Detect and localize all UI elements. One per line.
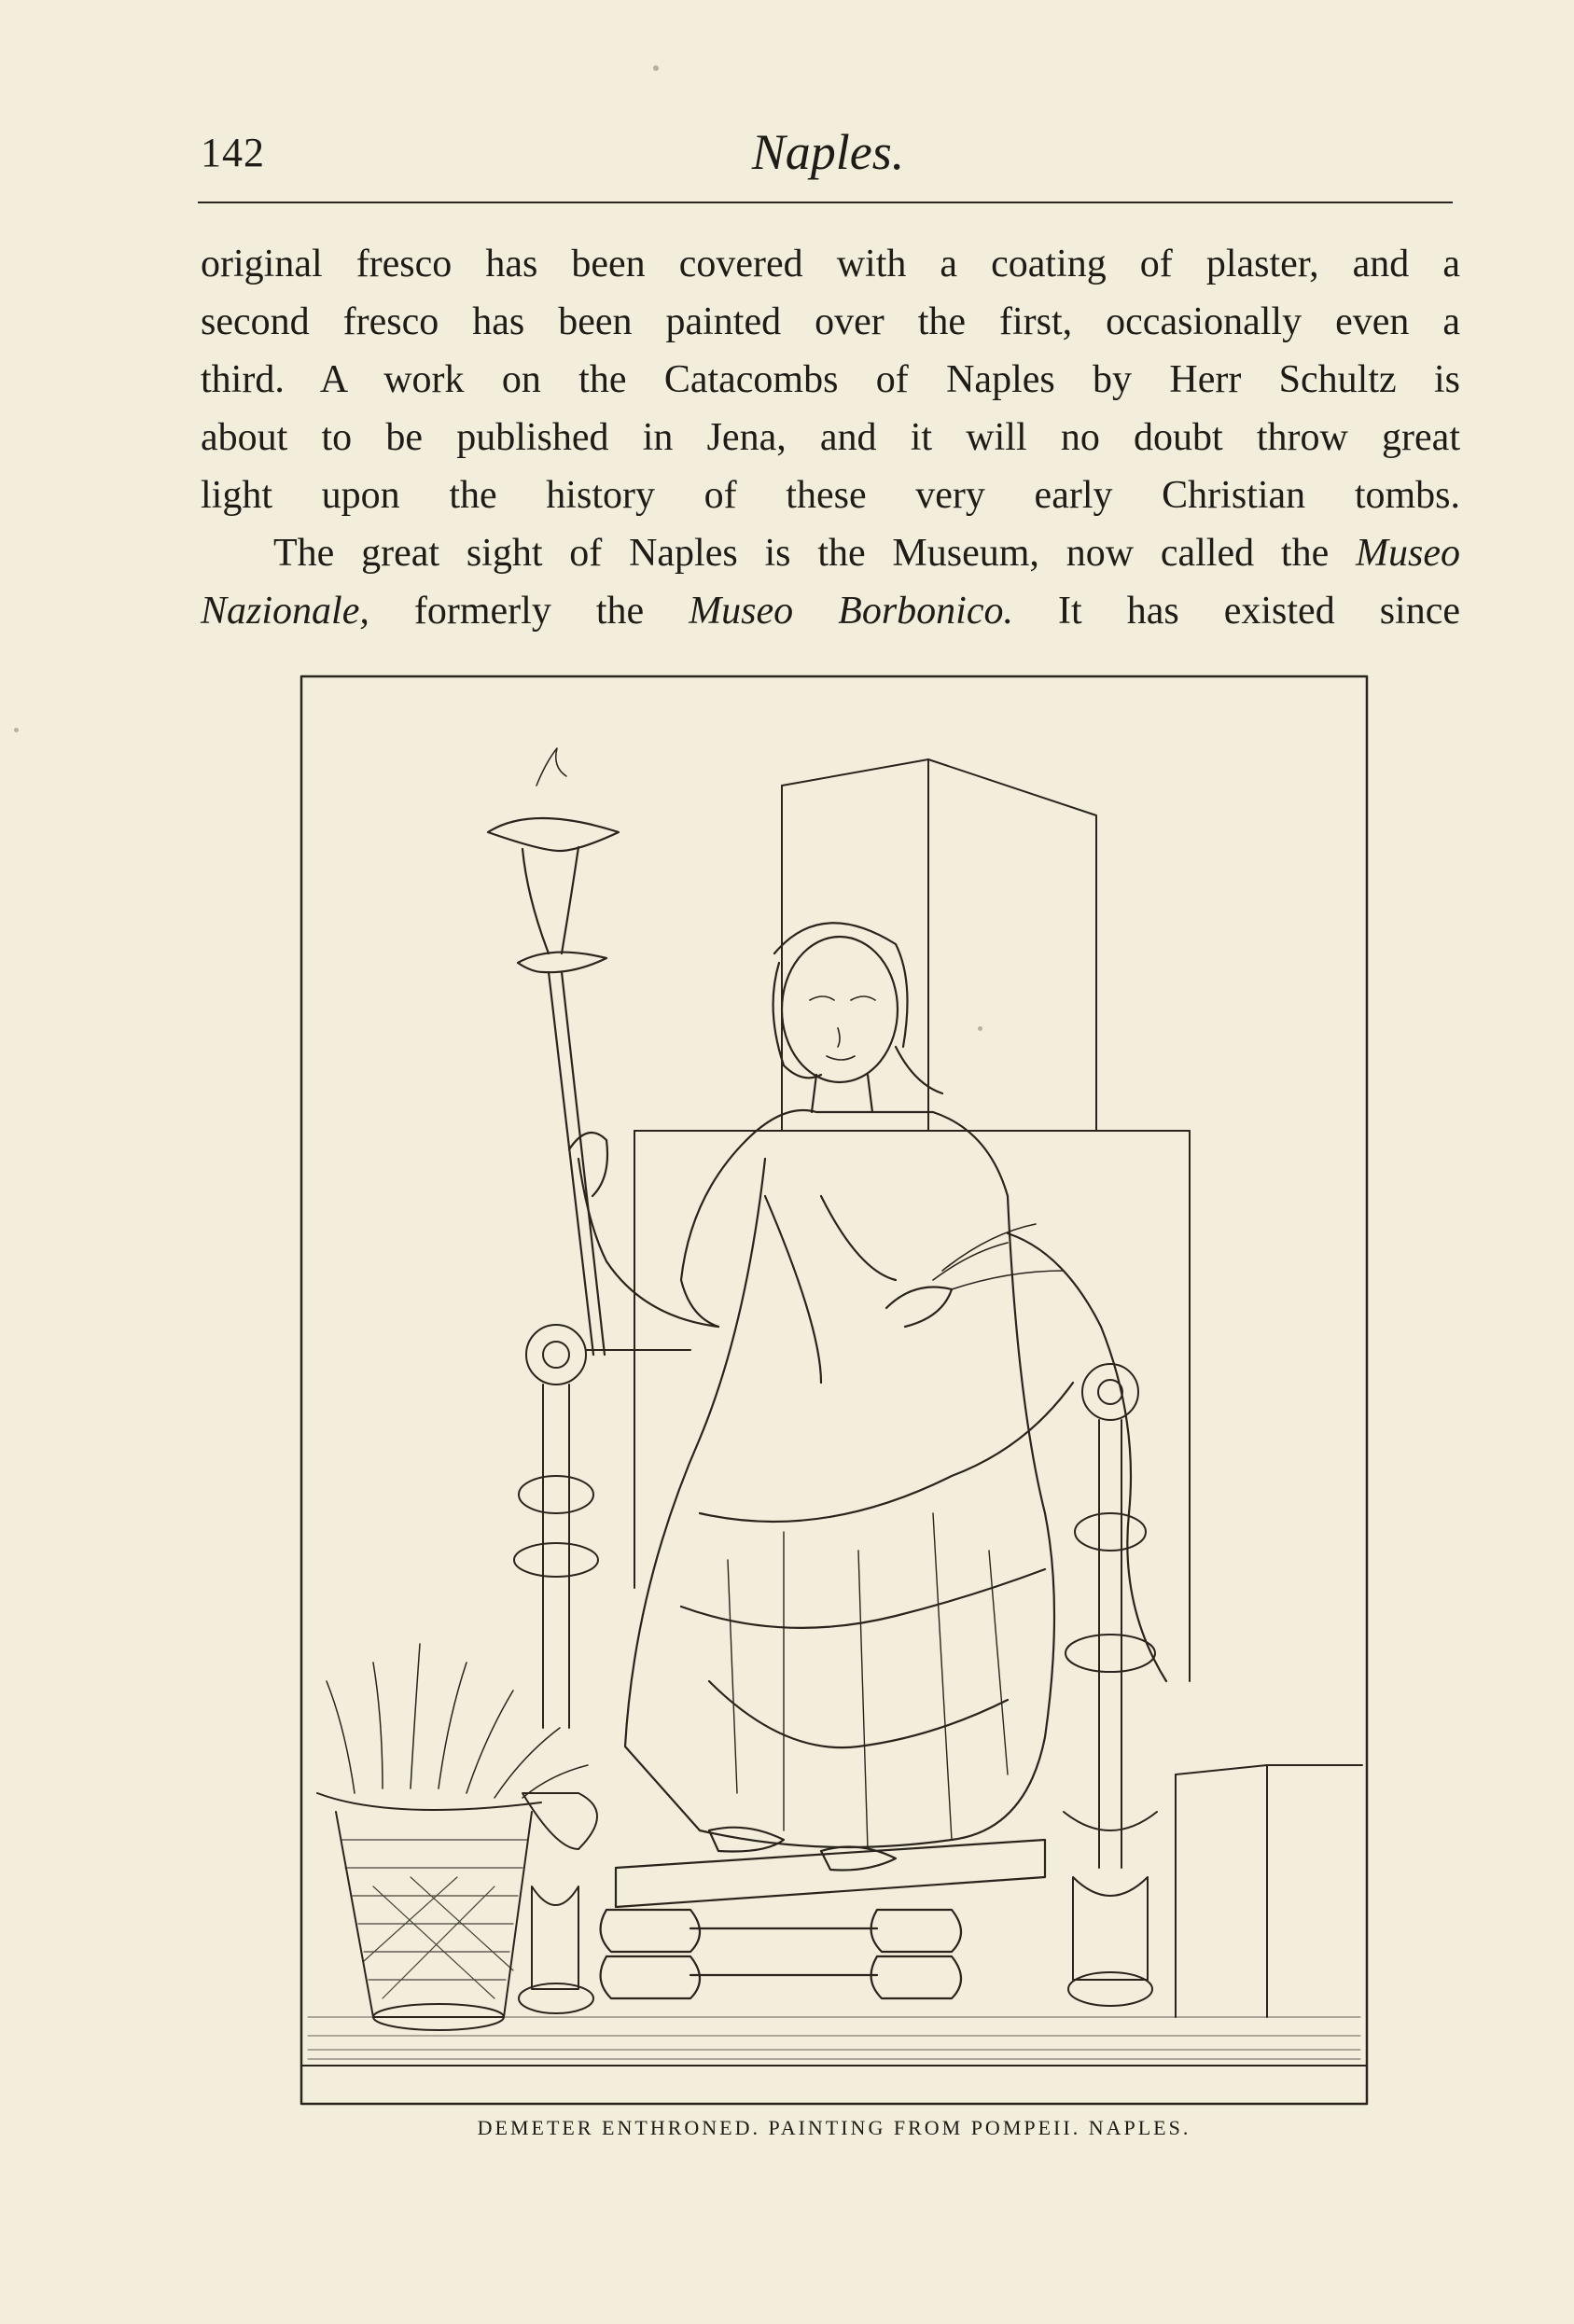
background-pillar bbox=[782, 759, 1096, 1131]
italic-text: Museo bbox=[1356, 532, 1460, 575]
demeter-engraving bbox=[299, 674, 1370, 2108]
footstool bbox=[601, 1840, 1045, 1998]
paragraph bbox=[201, 235, 1460, 524]
running-title: Naples. bbox=[751, 124, 905, 180]
text-line: second fresco has been painted over the first, occasionally even a bbox=[201, 300, 1460, 343]
italic-text: Nazionale, bbox=[201, 590, 369, 633]
figure-caption: DEMETER ENTHRONED. PAINTING FROM POMPEII. NAPLES. bbox=[477, 2116, 1191, 2139]
running-header bbox=[201, 123, 1456, 188]
text-line: about to be published in Jena, and it will no doubt throw great bbox=[201, 416, 1460, 459]
plate-frame bbox=[301, 676, 1367, 2104]
text-line: third. A work on the Catacombs of Naples by Herr Schultz is bbox=[201, 358, 1460, 401]
demeter-figure bbox=[569, 923, 1166, 1870]
throne-back bbox=[634, 1131, 1190, 1681]
wheat-stalks bbox=[327, 1644, 588, 1798]
throne-finial-right bbox=[1064, 1364, 1157, 2006]
stone-block bbox=[1176, 1765, 1362, 2017]
wheat-basket bbox=[317, 1644, 588, 2030]
floor-hatching bbox=[308, 2017, 1360, 2059]
paragraph bbox=[201, 524, 1460, 640]
text-run: The great sight of Naples is the Museum, now called the bbox=[273, 532, 1330, 575]
paper-speck bbox=[14, 728, 19, 732]
header-rule bbox=[198, 202, 1453, 203]
text-line: light upon the history of these very early Christian tombs. bbox=[201, 474, 1460, 517]
text-run: It has existed since bbox=[1058, 590, 1461, 633]
page-number: 142 bbox=[201, 130, 265, 175]
text-line: original fresco has been covered with a coating of plaster, and a bbox=[201, 243, 1460, 285]
text-line bbox=[201, 582, 1460, 640]
body-text bbox=[201, 235, 1460, 640]
italic-text: Museo Borbonico. bbox=[689, 590, 1013, 633]
engraving-plate bbox=[299, 674, 1370, 2108]
paper-speck bbox=[653, 65, 659, 71]
text-line bbox=[201, 524, 1460, 582]
torch bbox=[488, 748, 619, 1355]
text-run: formerly the bbox=[413, 590, 645, 633]
